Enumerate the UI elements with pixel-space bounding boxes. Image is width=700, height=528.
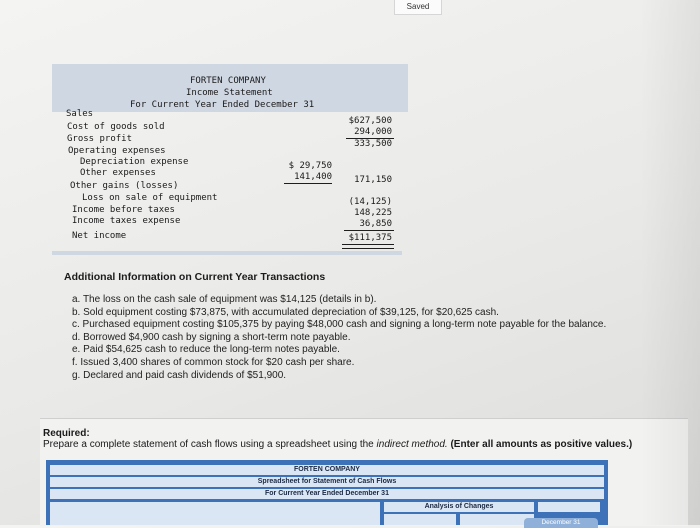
tax-value: 36,850 [359,219,392,229]
required-instructions [43,439,632,450]
list-item: f. Issued 3,400 shares of common stock for $20 cash per share. [72,356,355,368]
net-income-double-underline [342,244,394,249]
list-item: d. Borrowed $4,900 cash by signing a short-term note payable. [72,331,351,343]
spreadsheet-title: Spreadsheet for Statement of Cash Flows [50,477,604,487]
spreadsheet-cell[interactable] [460,514,534,525]
dep-value: $ 29,750 [288,161,332,171]
tax-underline [344,230,394,231]
saved-indicator: Saved [394,0,442,15]
ibt-value: 148,225 [354,208,392,218]
sales-value: $627,500 [348,116,392,126]
other-expenses-value: 141,400 [294,172,332,182]
statement-company: FORTEN COMPANY [190,76,266,86]
cogs-label: Cost of goods sold [67,122,165,132]
december-31-header: December 31 [524,518,598,528]
statement-period: For Current Year Ended December 31 [130,100,315,110]
list-item: a. The loss on the cash sale of equipment was $14,125 (details in b). [72,294,377,305]
opex-label: Operating expenses [68,146,166,156]
other-expenses-underline [284,183,332,184]
spreadsheet-cell [538,502,600,512]
statement-footer-band [52,251,402,255]
dep-label: Depreciation expense [80,157,189,167]
other-expenses-label: Other expenses [80,168,156,178]
ibt-label: Income before taxes [72,205,175,215]
sales-label: Sales [66,109,94,119]
tax-label: Income taxes expense [72,216,181,226]
analysis-of-changes-header: Analysis of Changes [384,502,534,512]
spreadsheet-empty-header-cell [50,502,380,525]
spreadsheet-period: For Current Year Ended December 31 [50,489,604,499]
loss-value: (14,125) [348,197,392,207]
loss-label: Loss on sale of equipment [82,193,218,203]
required-method: indirect method. [376,439,448,450]
spreadsheet-company: FORTEN COMPANY [50,465,604,475]
required-text: Prepare a complete statement of cash flows using a spreadsheet using the [43,439,377,450]
statement-title: Income Statement [186,88,273,98]
other-gains-label: Other gains (losses) [70,181,179,191]
additional-info-heading: Additional Information on Current Year Transactions [64,271,326,283]
list-item: e. Paid $54,625 cash to reduce the long-term notes payable. [72,344,340,356]
additional-info-list [72,294,692,382]
required-title: Required: [43,428,90,439]
net-income-value: $111,375 [348,233,392,243]
required-note: (Enter all amounts as positive values.) [447,439,633,450]
list-item: g. Declared and paid cash dividends of $51,900. [72,369,287,381]
income-statement [0,0,700,260]
list-item: b. Sold equipment costing $73,875, with accumulated depreciation of $39,125, for $20,625 cash. [72,306,499,318]
cogs-value: 294,000 [354,127,392,137]
net-income-label: Net income [72,231,127,241]
gross-label: Gross profit [67,134,133,144]
spreadsheet-cell[interactable] [384,514,456,525]
cash-flow-spreadsheet [46,460,608,525]
gross-value: 333,500 [354,139,392,149]
list-item: c. Purchased equipment costing $105,375 by paying $48,000 cash and signing a long-term note payable for the balance. [72,319,607,331]
opex-total-value: 171,150 [354,175,392,185]
